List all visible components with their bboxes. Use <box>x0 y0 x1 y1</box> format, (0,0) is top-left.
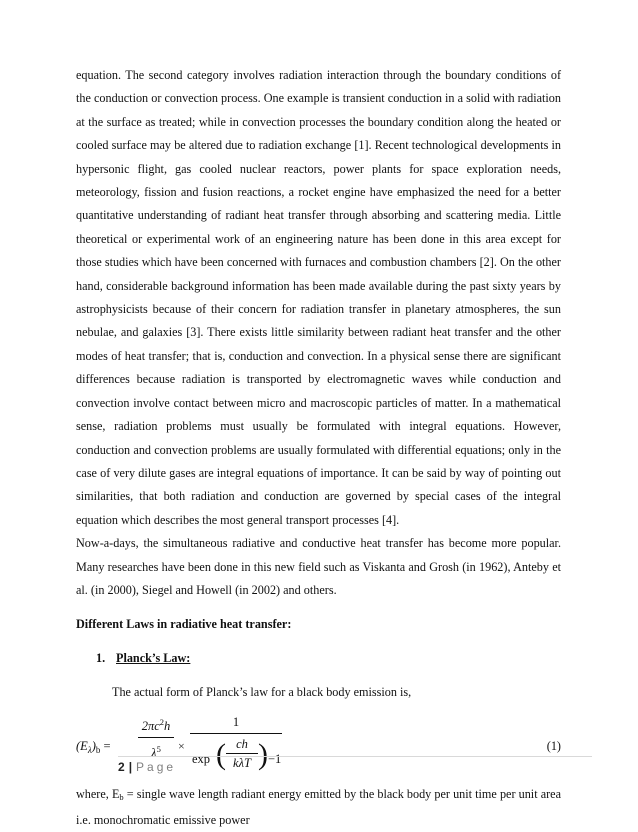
list-item-title: Planck’s Law: <box>116 650 191 665</box>
body-paragraph-1: equation. The second category involves radiation interaction through the boundary conditions of the conduction or convection process. One example is transient conduction in a solid with radiation at the surface as treated; while in convection processes the boundary condition along the heated or cooled surface may be altered due to radiation exchange [1]. Recent technological developments in hypersonic flight, gas cooled nuclear reactors, power plants for space exploration needs, meteorology, fission and fusion reactions, a rocket engine have emphasized the need for a better quantitative understanding of radiant heat transfer through absorbing and scattering media. Little theoretical or experimental work of an engineering nature has been done in this area except for those studies which have been concerned with furnaces and combustion chambers [2]. On the other hand, considerable background information has been made available during the past sixty years by astrophysicists because of their concern for radiation transfer in planetary atmospheres, the sun nebulae, and galaxies [3]. There exists little similarity between radiant heat transfer and the other modes of heat transfer; that is, conduction and convection. In a physical sense there are significant differences because radiation is transported by electromagnetic waves while conduction and convection involve contact between micro and macroscopic particles of matter. In a mathematical sense, radiation problems must usually be formulated with integral equations. However, conduction and convection problems are usually formulated with differential equations; only in the case of very dilute gases are integral equations of importance. It can be said by way of pointing out similarities, that both radiation and conduction are governed by special cases of the integral equation which describes the most general transport processes [4]. <box>76 68 561 527</box>
equation-lhs <box>76 735 111 762</box>
frac1-num: 2πc <box>141 718 160 733</box>
lhs-close: ) <box>91 738 96 753</box>
footer-page-label: Page <box>136 760 177 774</box>
left-paren: ( <box>216 737 226 771</box>
lhs-subscript: λ <box>87 744 92 755</box>
times-sign: × <box>178 738 185 753</box>
inner-numerator: ch <box>236 736 248 751</box>
footer-page-number: 2 <box>118 760 125 774</box>
explanation-prefix: where, E <box>76 786 120 801</box>
frac1-den-sup: 5 <box>156 743 161 754</box>
explanation-line-2: area i.e. monochromatic emissive power <box>76 786 562 827</box>
footer-text <box>118 760 176 774</box>
exp-function: exp <box>192 751 211 766</box>
fraction-1-numerator <box>138 713 174 735</box>
list-item-plancks-law <box>96 647 561 670</box>
explanation-subscript: b <box>119 791 124 802</box>
page-content <box>76 64 561 832</box>
equation-number: (1) <box>546 738 561 753</box>
fraction-2pic2h-over-lambda5 <box>138 713 174 762</box>
frac1-den: λ <box>151 745 157 760</box>
plancks-law-intro: The actual form of Planck’s law for a black body emission is, <box>112 685 412 700</box>
fraction-1-bar <box>138 737 174 738</box>
explanation-line-1: = single wave length radiant energy emitted by the black body per unit time per unit <box>123 786 538 801</box>
list-item-number: 1. <box>96 650 106 665</box>
inner-bar <box>226 753 258 754</box>
frac1-num-tail: h <box>164 718 171 733</box>
lhs-subscript-b: b <box>95 744 101 755</box>
fraction-2-bar <box>190 733 282 734</box>
fraction-2-numerator: 1 <box>232 714 240 729</box>
equation-explanation <box>76 783 561 832</box>
page-footer <box>118 756 592 777</box>
body-paragraph-2: Now-a-days, the simultaneous radiative and conductive heat transfer has become more popular. Many researches have been done in this new field such as Viskanta and Grosh (in 1962), Anteby et al. (in 2000), Siegel and Howell (in 2002) and others. <box>76 536 561 597</box>
section-heading: Different Laws in radiative heat transfer: <box>76 617 292 632</box>
minus-one: −1 <box>268 751 282 766</box>
equals-sign: = <box>100 738 111 753</box>
footer-separator: | <box>128 760 133 774</box>
frac1-num-sup: 2 <box>159 716 165 727</box>
inner-denominator: kλT <box>233 755 251 770</box>
lhs-symbol: (E <box>76 738 88 753</box>
right-paren: ) <box>258 737 268 771</box>
